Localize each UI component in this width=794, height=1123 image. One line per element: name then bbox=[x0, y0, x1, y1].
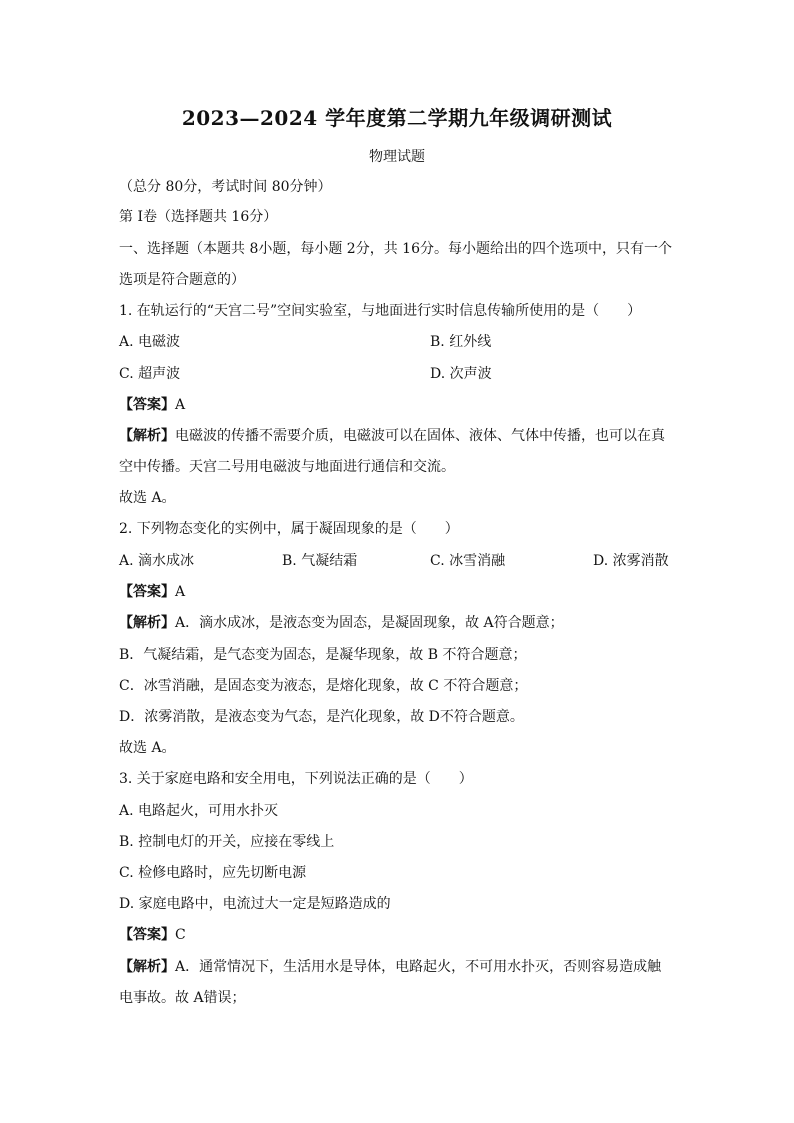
question-1-conclusion: 故选 A。 bbox=[119, 490, 176, 506]
question-2-analysis-line4: D．浓雾消散，是液态变为气态，是汽化现象，故 D不符合题意。 bbox=[119, 709, 524, 725]
question-2-option-d: D. 浓雾消散 bbox=[593, 553, 669, 569]
answer-tag: 【答案】 bbox=[119, 397, 175, 413]
exam-duration-note: （总分 80分，考试时间 80分钟） bbox=[119, 179, 332, 195]
question-3-answer bbox=[119, 926, 186, 944]
question-3-option-d: D. 家庭电路中，电流过大一定是短路造成的 bbox=[119, 896, 391, 912]
question-3-stem: 3. 关于家庭电路和安全用电，下列说法正确的是（ ） bbox=[119, 771, 473, 787]
answer-tag: 【答案】 bbox=[119, 584, 175, 600]
question-3-analysis-line1 bbox=[119, 958, 661, 976]
question-1-analysis-line2: 空中传播。天宫二号用电磁波与地面进行通信和交流。 bbox=[119, 459, 455, 475]
question-2-analysis-line1 bbox=[119, 614, 564, 632]
answer-value: A bbox=[175, 397, 186, 413]
question-2-option-a: A. 滴水成冰 bbox=[119, 553, 195, 569]
question-3-option-c: C. 检修电路时，应先切断电源 bbox=[119, 865, 307, 881]
question-3-analysis-line2: 电事故。故 A错误； bbox=[119, 990, 246, 1006]
question-2-conclusion: 故选 A。 bbox=[119, 740, 176, 756]
question-1-answer bbox=[119, 396, 185, 414]
answer-value: A bbox=[175, 584, 186, 600]
question-1-option-d: D. 次声波 bbox=[430, 366, 492, 382]
question-2-stem: 2. 下列物态变化的实例中，属于凝固现象的是（ ） bbox=[119, 521, 459, 537]
question-2-analysis-line3: C．冰雪消融，是固态变为液态，是熔化现象，故 C 不符合题意； bbox=[119, 678, 528, 694]
question-1-analysis-line1 bbox=[119, 427, 665, 445]
section-instructions-line1: 一、选择题（本题共 8小题，每小题 2分，共 16分。每小题给出的四个选项中，只有一个 bbox=[119, 241, 672, 257]
analysis-text: 电磁波的传播不需要介质，电磁波可以在固体、液体、气体中传播，也可以在真 bbox=[175, 428, 665, 444]
question-2-option-c: C. 冰雪消融 bbox=[430, 553, 506, 569]
page-title: 2023—2024 学年度第二学期九年级调研测试 bbox=[181, 106, 613, 130]
answer-value: C bbox=[175, 927, 186, 943]
question-1-stem: 1. 在轨运行的“天宫二号”空间实验室，与地面进行实时信息传输所使用的是（ ） bbox=[119, 303, 642, 319]
part-heading: 第 I卷（选择题共 16分） bbox=[119, 209, 278, 225]
question-1-option-a: A. 电磁波 bbox=[119, 334, 181, 350]
analysis-text: A．通常情况下，生活用水是导体，电路起火，不可用水扑灭，否则容易造成触 bbox=[175, 959, 662, 975]
question-3-option-b: B. 控制电灯的开关，应接在零线上 bbox=[119, 834, 335, 850]
analysis-tag: 【解析】 bbox=[119, 615, 175, 631]
analysis-text: A．滴水成冰，是液态变为固态，是凝固现象，故 A符合题意； bbox=[175, 615, 564, 631]
question-1-option-b: B. 红外线 bbox=[430, 334, 492, 350]
answer-tag: 【答案】 bbox=[119, 927, 175, 943]
question-2-option-b: B. 气凝结霜 bbox=[282, 553, 358, 569]
section-instructions-line2: 选项是符合题意的） bbox=[119, 272, 245, 288]
analysis-tag: 【解析】 bbox=[119, 959, 175, 975]
question-1-option-c: C. 超声波 bbox=[119, 366, 181, 382]
question-2-analysis-line2: B．气凝结霜，是气态变为固态，是凝华现象，故 B 不符合题意； bbox=[119, 647, 527, 663]
question-2-answer bbox=[119, 583, 185, 601]
page-subtitle: 物理试题 bbox=[369, 149, 425, 165]
question-3-option-a: A. 电路起火，可用水扑灭 bbox=[119, 803, 279, 819]
analysis-tag: 【解析】 bbox=[119, 428, 175, 444]
